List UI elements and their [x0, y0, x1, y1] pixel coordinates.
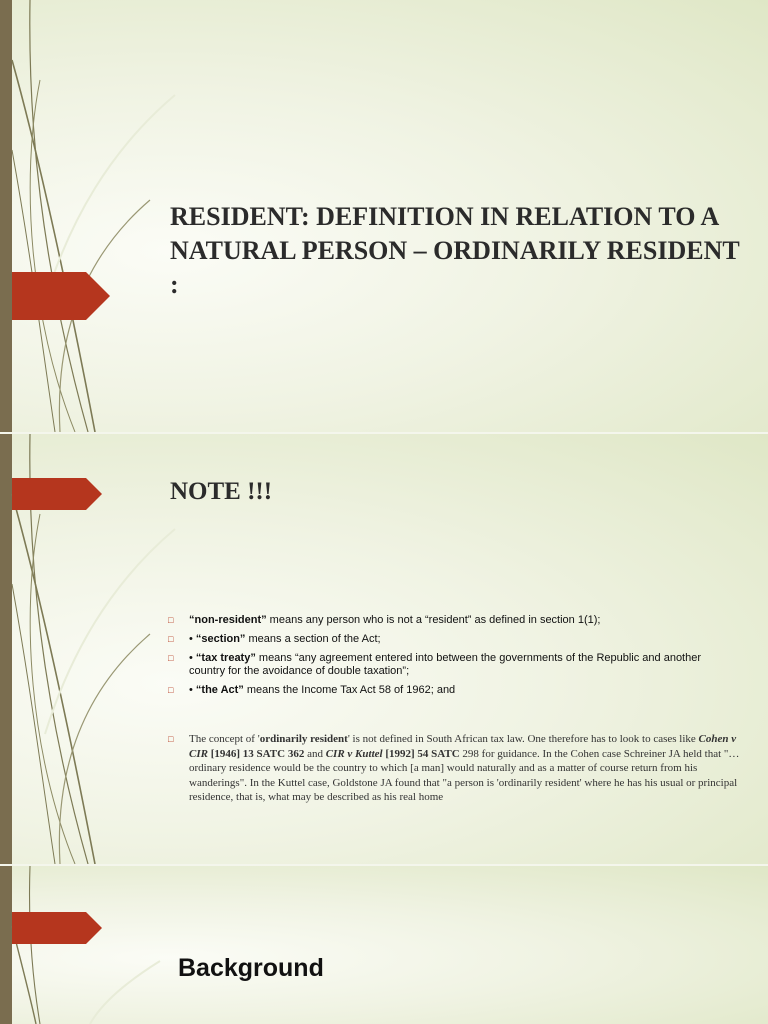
- slide-title-resident: [0, 0, 768, 432]
- bullet-text: means the Income Tax Act 58 of 1962; and: [243, 684, 456, 696]
- background-title: Background: [178, 954, 324, 982]
- paragraph-text: 298 for guidance. In the Cohen case Schreiner JA held that "… ordinary residence would be the country to which [a man] would naturally and as a matter of course return from his wanderings". In the Kuttel case, Goldstone JA found that "a person is 'ordinarily resident' where he has his usual or principal residence, that is, what may be described as his real home: [189, 747, 740, 803]
- case-citation: [1992] 54 SATC: [385, 747, 460, 760]
- slide-background: [0, 866, 768, 1024]
- checkbox-bullet-icon: □: [168, 685, 174, 695]
- list-item: [168, 614, 728, 627]
- paragraph-text: and: [304, 747, 326, 760]
- list-item: [168, 652, 728, 678]
- paragraph-text: The concept of ': [189, 733, 260, 745]
- bullet-prefix: •: [189, 684, 196, 696]
- slide-note: [0, 434, 768, 864]
- decorative-swirl: [0, 866, 200, 1024]
- bullet-term: “tax treaty”: [195, 652, 256, 664]
- list-item: [168, 684, 728, 697]
- title-arrow-tab: [12, 912, 102, 944]
- bullet-term: “section”: [195, 633, 246, 645]
- definitions-list: [168, 614, 728, 703]
- bullet-text: means any person who is not a “resident” as defined in section 1(1);: [266, 614, 601, 626]
- title-arrow-tab: [12, 478, 102, 510]
- paragraph-bold: ordinarily resident: [259, 733, 348, 745]
- ordinarily-resident-paragraph: [168, 732, 749, 805]
- checkbox-bullet-icon: □: [168, 615, 174, 625]
- case-name: CIR v Kuttel: [325, 747, 383, 760]
- case-citation: [1946] 13 SATC 362: [210, 747, 305, 760]
- bullet-term: “non-resident”: [189, 614, 267, 626]
- checkbox-bullet-icon: □: [168, 653, 174, 663]
- bullet-text: means a section of the Act;: [245, 633, 381, 645]
- checkbox-bullet-icon: □: [168, 634, 174, 644]
- bullet-text: means “any agreement entered into between the governments of the Republic and another country for the avoidance of double taxation”;: [189, 652, 702, 677]
- bullet-term: “the Act”: [195, 684, 244, 696]
- list-item: [168, 633, 728, 646]
- case-name: Cohen v CIR: [189, 733, 737, 760]
- slide-title: RESIDENT: DEFINITION IN RELATION TO A NATURAL PERSON – ORDINARILY RESIDENT :: [170, 202, 740, 299]
- checkbox-bullet-icon: □: [168, 734, 174, 744]
- bullet-prefix: •: [189, 652, 196, 664]
- bullet-prefix: •: [189, 633, 196, 645]
- paragraph-text: ' is not defined in South African tax law. One therefore has to look to cases like: [347, 733, 699, 745]
- note-title: NOTE !!!: [170, 478, 273, 505]
